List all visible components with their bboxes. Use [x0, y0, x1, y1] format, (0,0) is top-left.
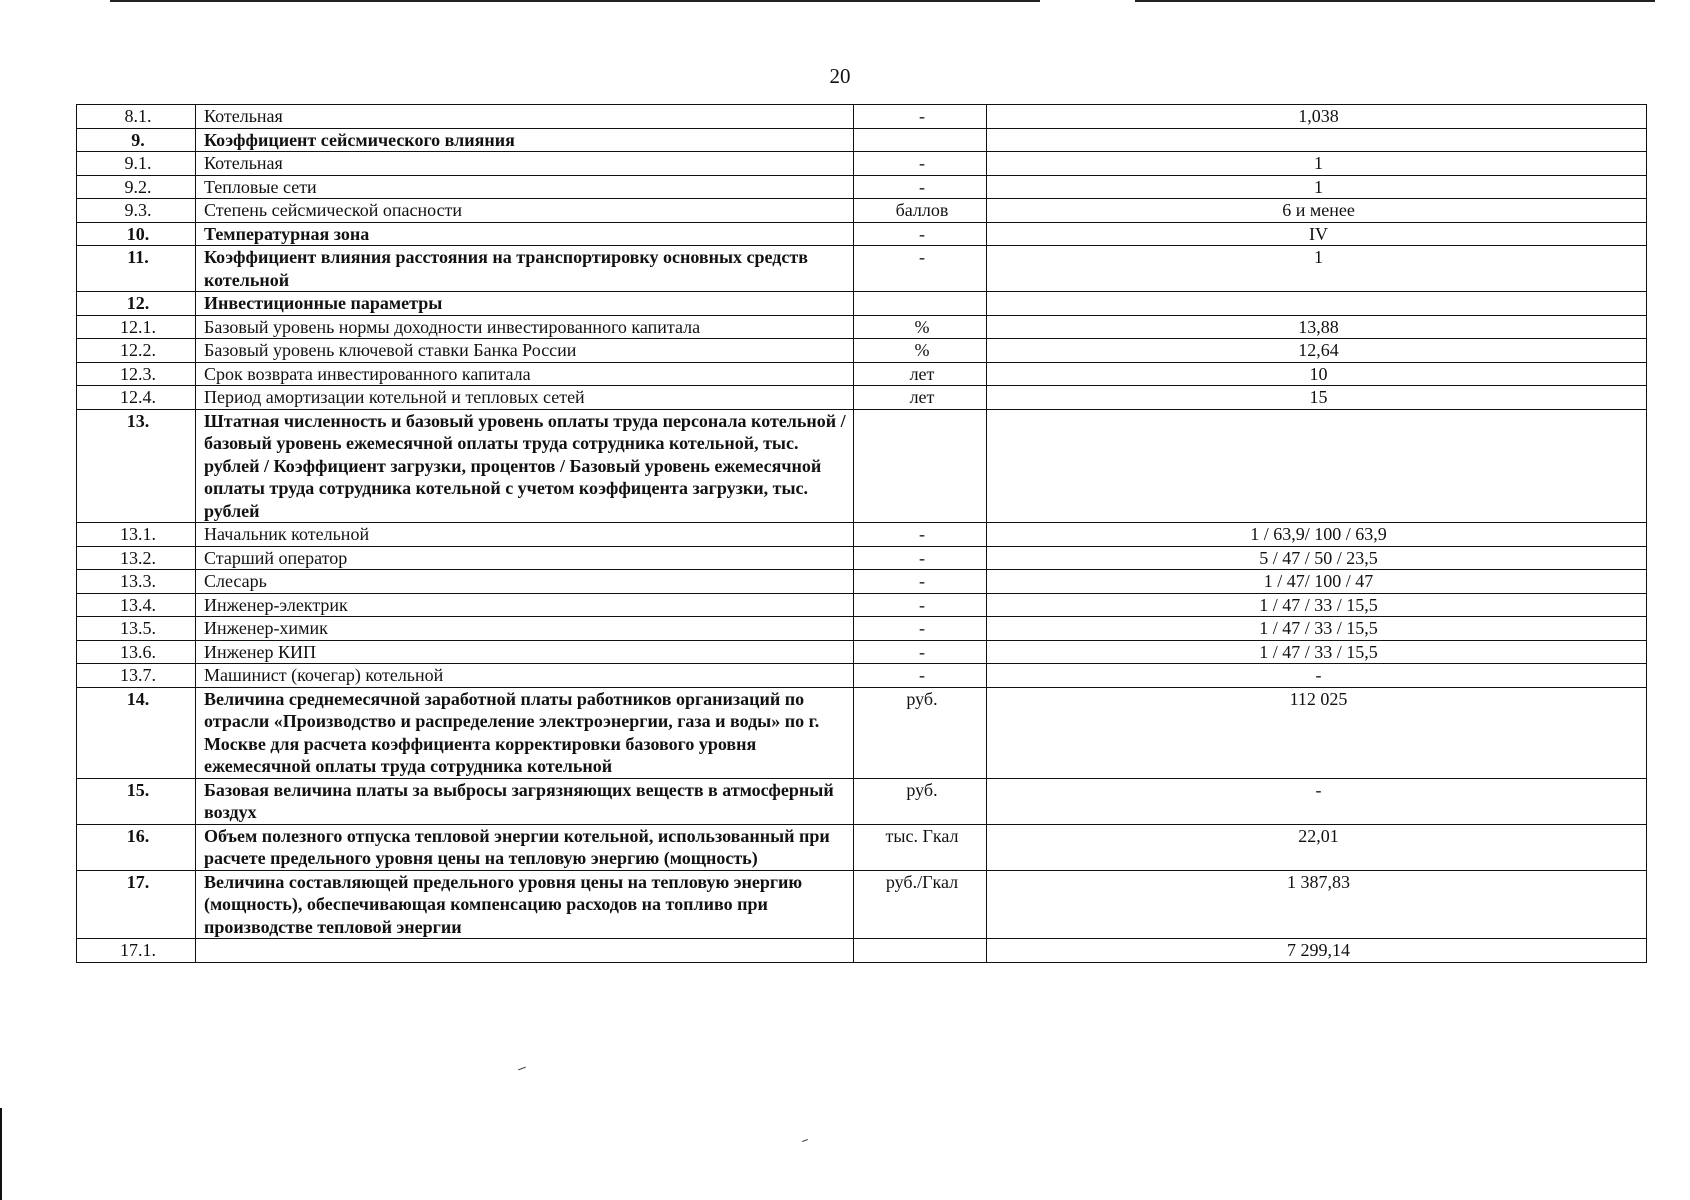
row-value: 13,88 [987, 315, 1647, 339]
row-unit: - [854, 640, 987, 664]
row-name: Машинист (кочегар) котельной [196, 664, 854, 688]
row-name: Базовый уровень нормы доходности инвестированного капитала [196, 315, 854, 339]
row-value: 12,64 [987, 339, 1647, 363]
row-unit [854, 409, 987, 523]
row-unit [854, 292, 987, 316]
row-number: 10. [77, 222, 196, 246]
row-number: 13.7. [77, 664, 196, 688]
row-number: 14. [77, 687, 196, 778]
row-number: 17. [77, 870, 196, 939]
row-name: Базовый уровень ключевой ставки Банка России [196, 339, 854, 363]
row-unit: - [854, 152, 987, 176]
row-value: 1 [987, 175, 1647, 199]
row-name: Инженер-электрик [196, 593, 854, 617]
row-unit: - [854, 570, 987, 594]
row-number: 11. [77, 246, 196, 292]
row-name: Тепловые сети [196, 175, 854, 199]
row-number: 12.4. [77, 386, 196, 410]
row-value [987, 409, 1647, 523]
table-row [77, 523, 1647, 547]
row-unit: тыс. Гкал [854, 824, 987, 870]
row-value: 15 [987, 386, 1647, 410]
row-number: 13.4. [77, 593, 196, 617]
row-name: Коэффициент влияния расстояния на транспортировку основных средств котельной [196, 246, 854, 292]
row-value: 1 [987, 246, 1647, 292]
row-unit: % [854, 339, 987, 363]
row-name: Объем полезного отпуска тепловой энергии котельной, использованный при расчете предельного уровня цены на тепловую энергию (мощность) [196, 824, 854, 870]
row-number: 9.2. [77, 175, 196, 199]
table-row [77, 175, 1647, 199]
row-value: 1 [987, 152, 1647, 176]
row-unit: - [854, 222, 987, 246]
row-number: 12.2. [77, 339, 196, 363]
scan-speck [518, 1067, 526, 1071]
row-unit: - [854, 105, 987, 129]
table-row [77, 687, 1647, 778]
row-value: 7 299,14 [987, 939, 1647, 963]
table-row [77, 222, 1647, 246]
table-row [77, 386, 1647, 410]
row-name: Инвестиционные параметры [196, 292, 854, 316]
table-row [77, 824, 1647, 870]
table-row [77, 870, 1647, 939]
row-value: 1 / 47 / 33 / 15,5 [987, 593, 1647, 617]
row-number: 13. [77, 409, 196, 523]
row-number: 13.1. [77, 523, 196, 547]
table-row [77, 246, 1647, 292]
row-unit: - [854, 175, 987, 199]
row-unit: % [854, 315, 987, 339]
row-value: 1 387,83 [987, 870, 1647, 939]
table-row [77, 664, 1647, 688]
row-unit: баллов [854, 199, 987, 223]
row-unit: - [854, 593, 987, 617]
row-value: - [987, 778, 1647, 824]
left-frame-line [0, 1108, 2, 1200]
row-unit: - [854, 664, 987, 688]
row-name: Период амортизации котельной и тепловых сетей [196, 386, 854, 410]
table-row [77, 640, 1647, 664]
table-row [77, 199, 1647, 223]
row-unit: лет [854, 362, 987, 386]
table-row [77, 362, 1647, 386]
row-name: Начальник котельной [196, 523, 854, 547]
table-row [77, 128, 1647, 152]
parameters-table-body [77, 105, 1647, 963]
table-row [77, 292, 1647, 316]
row-value [987, 128, 1647, 152]
scan-speck [802, 1139, 808, 1142]
row-name: Старший оператор [196, 546, 854, 570]
row-name: Инженер КИП [196, 640, 854, 664]
table-row [77, 939, 1647, 963]
table-row [77, 152, 1647, 176]
row-value: 1 / 47/ 100 / 47 [987, 570, 1647, 594]
row-unit: руб./Гкал [854, 870, 987, 939]
row-value: 1 / 63,9/ 100 / 63,9 [987, 523, 1647, 547]
table-row [77, 546, 1647, 570]
table-row [77, 105, 1647, 129]
row-value: 5 / 47 / 50 / 23,5 [987, 546, 1647, 570]
row-name: Величина среднемесячной заработной платы работников организаций по отрасли «Производство и распределение электроэнергии, газа и воды» по г. Москве для расчета коэффициента корректировки базового уровня ежемесячной оплаты труда сотрудника котельной [196, 687, 854, 778]
table-row [77, 409, 1647, 523]
row-name: Степень сейсмической опасности [196, 199, 854, 223]
row-number: 12.3. [77, 362, 196, 386]
table-row [77, 570, 1647, 594]
row-value [987, 292, 1647, 316]
row-unit: - [854, 546, 987, 570]
row-value: 22,01 [987, 824, 1647, 870]
row-name: Котельная [196, 105, 854, 129]
row-name: Коэффициент сейсмического влияния [196, 128, 854, 152]
table-row [77, 339, 1647, 363]
row-name: Котельная [196, 152, 854, 176]
row-value: 10 [987, 362, 1647, 386]
row-name [196, 939, 854, 963]
row-name: Штатная численность и базовый уровень оплаты труда персонала котельной / базовый уровень ежемесячной оплаты труда сотрудника котельной, тыс. рублей / Коэффициент загрузки, процентов / Базовый уровень ежемесячной оплаты труда сотрудника котельной с учетом коэффицента загрузки, тыс. рублей [196, 409, 854, 523]
row-number: 13.6. [77, 640, 196, 664]
parameters-table [76, 104, 1647, 963]
top-border-line-left [110, 0, 1040, 2]
row-value: - [987, 664, 1647, 688]
row-name: Слесарь [196, 570, 854, 594]
row-number: 12.1. [77, 315, 196, 339]
row-name: Базовая величина платы за выбросы загрязняющих веществ в атмосферный воздух [196, 778, 854, 824]
row-value: IV [987, 222, 1647, 246]
table-row [77, 593, 1647, 617]
row-number: 13.3. [77, 570, 196, 594]
row-unit: - [854, 617, 987, 641]
row-value: 6 и менее [987, 199, 1647, 223]
row-unit: - [854, 246, 987, 292]
row-unit [854, 128, 987, 152]
table-row [77, 778, 1647, 824]
row-name: Величина составляющей предельного уровня цены на тепловую энергию (мощность), обеспечивающая компенсацию расходов на топливо при производстве тепловой энергии [196, 870, 854, 939]
row-number: 13.5. [77, 617, 196, 641]
row-name: Температурная зона [196, 222, 854, 246]
row-unit: руб. [854, 687, 987, 778]
row-value: 1 / 47 / 33 / 15,5 [987, 617, 1647, 641]
table-row [77, 617, 1647, 641]
table-row [77, 315, 1647, 339]
row-number: 16. [77, 824, 196, 870]
row-number: 13.2. [77, 546, 196, 570]
row-number: 9.3. [77, 199, 196, 223]
row-name: Срок возврата инвестированного капитала [196, 362, 854, 386]
page-number: 20 [829, 64, 851, 88]
row-unit: руб. [854, 778, 987, 824]
row-value: 1,038 [987, 105, 1647, 129]
row-value: 112 025 [987, 687, 1647, 778]
row-number: 15. [77, 778, 196, 824]
row-number: 17.1. [77, 939, 196, 963]
row-number: 8.1. [77, 105, 196, 129]
row-value: 1 / 47 / 33 / 15,5 [987, 640, 1647, 664]
top-border-line-right [1135, 0, 1655, 2]
row-number: 9. [77, 128, 196, 152]
row-number: 9.1. [77, 152, 196, 176]
row-unit: лет [854, 386, 987, 410]
row-unit [854, 939, 987, 963]
row-number: 12. [77, 292, 196, 316]
row-name: Инженер-химик [196, 617, 854, 641]
row-unit: - [854, 523, 987, 547]
